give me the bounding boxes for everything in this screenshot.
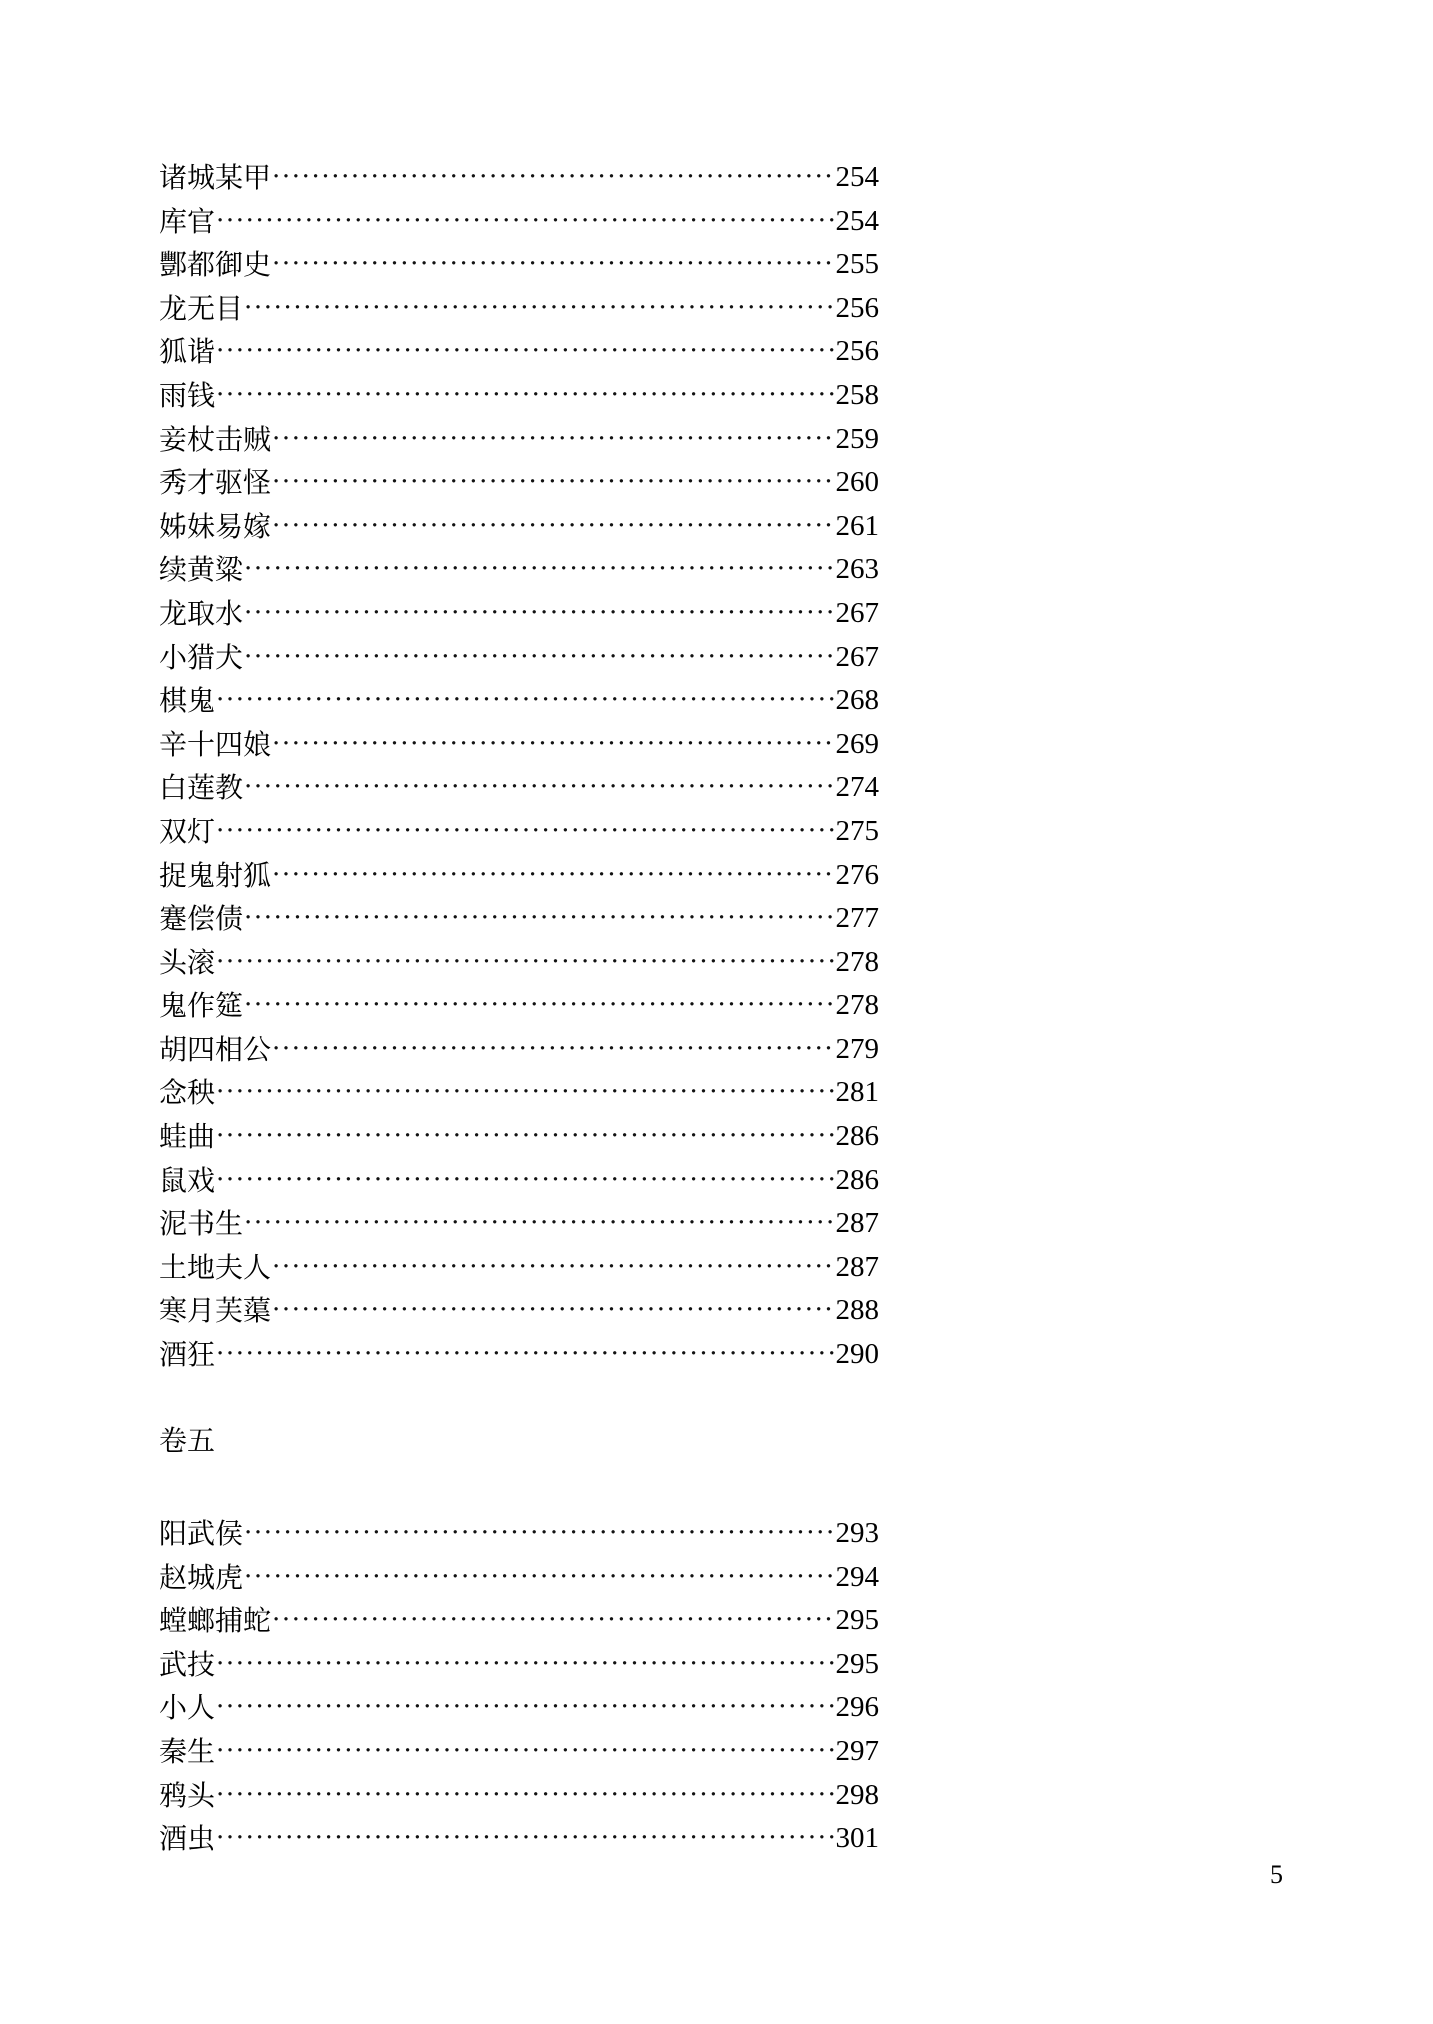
toc-entry <box>159 1202 879 1246</box>
toc-dot-leader <box>216 1730 834 1774</box>
toc-entry <box>159 461 879 505</box>
toc-entry <box>159 418 879 462</box>
toc-entry-page: 294 <box>835 1560 879 1593</box>
toc-entry-page: 261 <box>835 509 879 542</box>
toc-entry <box>159 1599 879 1643</box>
toc-dot-leader <box>216 1159 834 1203</box>
toc-entry-title: 寒月芙蕖 <box>159 1294 272 1328</box>
toc-entry-title: 武技 <box>159 1647 216 1681</box>
toc-entry-page: 286 <box>835 1120 879 1153</box>
toc-dot-leader <box>216 330 834 374</box>
toc-dot-leader <box>272 723 834 767</box>
toc-entry <box>159 897 879 941</box>
toc-entry-page: 267 <box>835 640 879 673</box>
toc-entry-title: 小人 <box>159 1691 216 1725</box>
toc-dot-leader <box>216 1115 834 1159</box>
toc-entry <box>159 243 879 287</box>
toc-entry-title: 库官 <box>159 204 216 238</box>
toc-entry-title: 赵城虎 <box>159 1560 244 1594</box>
toc-entry-page: 277 <box>835 902 879 935</box>
toc-dot-leader <box>216 200 834 244</box>
toc-entry-title: 阳武侯 <box>159 1517 244 1550</box>
toc-dot-leader <box>272 854 834 898</box>
toc-entry-title: 狐谐 <box>159 335 216 369</box>
toc-dot-leader <box>216 679 834 723</box>
toc-entry <box>159 810 879 854</box>
toc-entry <box>159 766 879 810</box>
toc-entry-page: 293 <box>835 1517 879 1549</box>
toc-dot-leader <box>216 1333 834 1377</box>
toc-entry-title: 雨钱 <box>159 378 216 412</box>
toc-dot-leader <box>244 592 834 636</box>
toc-entry <box>159 941 879 985</box>
toc-entry-page: 288 <box>835 1294 879 1327</box>
toc-entry <box>159 1028 879 1072</box>
toc-dot-leader <box>216 1686 834 1730</box>
toc-entry-page: 256 <box>835 335 879 368</box>
toc-dot-leader <box>244 1556 834 1600</box>
toc-entry-title: 酆都御史 <box>159 248 272 282</box>
toc-dot-leader <box>216 1817 834 1861</box>
toc-entry-title: 念秧 <box>159 1076 216 1110</box>
toc-entry-title: 龙取水 <box>159 596 244 630</box>
toc-dot-leader <box>272 461 834 505</box>
toc-entry <box>159 679 879 723</box>
toc-dot-leader <box>216 941 834 985</box>
toc-entry-page: 268 <box>835 684 879 717</box>
toc-entry <box>159 1246 879 1290</box>
toc-entry <box>159 287 879 331</box>
toc-entry <box>159 636 879 680</box>
toc-entry <box>159 548 879 592</box>
toc-entry <box>159 592 879 636</box>
toc-dot-leader <box>244 1512 834 1556</box>
toc-entry-title: 鼠戏 <box>159 1163 216 1197</box>
toc-entry <box>159 854 879 898</box>
toc-dot-leader <box>272 156 834 200</box>
toc-entry-title: 龙无目 <box>159 291 244 325</box>
toc-dot-leader <box>272 1599 834 1643</box>
toc-entry-title: 妾杖击贼 <box>159 422 272 456</box>
toc-entry-title: 蹇偿债 <box>159 902 244 936</box>
toc-entry-page: 267 <box>835 596 879 629</box>
toc-entry <box>159 330 879 374</box>
toc-entry-title: 秀才驱怪 <box>159 466 272 500</box>
toc-dot-leader <box>216 810 834 854</box>
toc-entry <box>159 1289 879 1333</box>
toc-entry-page: 296 <box>835 1691 879 1724</box>
toc-entry-page: 260 <box>835 466 879 499</box>
toc-entry-page: 275 <box>835 814 879 847</box>
toc-entry-title: 辛十四娘 <box>159 727 272 761</box>
toc-dot-leader <box>244 636 834 680</box>
toc-entry-page: 263 <box>835 553 879 586</box>
toc-entry-page: 290 <box>835 1338 879 1371</box>
toc-entry <box>159 1333 879 1377</box>
toc-entry-page: 278 <box>835 989 879 1022</box>
toc-list <box>159 156 879 1377</box>
toc-entry-page: 287 <box>835 1250 879 1283</box>
toc-entry <box>159 374 879 418</box>
toc-entry <box>159 1159 879 1203</box>
toc-dot-leader <box>272 505 834 549</box>
toc-entry-page: 281 <box>835 1076 879 1109</box>
page-number: 5 <box>1270 1860 1283 1889</box>
toc-entry-page: 258 <box>835 378 879 411</box>
toc-entry <box>159 1556 879 1600</box>
toc-entry <box>159 1686 879 1730</box>
toc-entry-page: 278 <box>835 945 879 978</box>
toc-dot-leader <box>244 287 834 331</box>
toc-dot-leader <box>244 984 834 1028</box>
toc-entry-page: 259 <box>835 422 879 455</box>
toc-dot-leader <box>216 1643 834 1687</box>
toc-entry <box>159 1817 879 1861</box>
toc-entry <box>159 505 879 549</box>
toc-entry-title: 头滚 <box>159 945 216 979</box>
toc-entry-title: 鸦头 <box>159 1778 216 1812</box>
toc-entry-page: 279 <box>835 1032 879 1065</box>
toc-entry <box>159 984 879 1028</box>
toc-dot-leader <box>272 1028 834 1072</box>
toc-entry <box>159 200 879 244</box>
toc-entry-title: 小猎犬 <box>159 640 244 674</box>
toc-entry-page: 255 <box>835 248 879 281</box>
toc-dot-leader <box>216 374 834 418</box>
toc-entry-page: 295 <box>835 1647 879 1680</box>
toc-dot-leader <box>244 766 834 810</box>
toc-dot-leader <box>216 1071 834 1115</box>
toc-entry <box>159 1643 879 1687</box>
toc-entry-title: 螳螂捕蛇 <box>159 1604 272 1638</box>
toc-entry-page: 301 <box>835 1822 879 1855</box>
toc-entry-page: 295 <box>835 1604 879 1637</box>
toc-dot-leader <box>244 897 834 941</box>
toc-dot-leader <box>244 1202 834 1246</box>
toc-entry-page: 254 <box>835 161 879 193</box>
toc-entry-title: 诸城某甲 <box>159 161 272 194</box>
toc-dot-leader <box>272 1289 834 1333</box>
toc-entry-title: 泥书生 <box>159 1207 244 1241</box>
toc-entry-title: 秦生 <box>159 1734 216 1768</box>
toc-entry-page: 269 <box>835 727 879 760</box>
toc-dot-leader <box>272 243 834 287</box>
toc-entry-title: 酒虫 <box>159 1822 216 1856</box>
toc-entry-title: 蛙曲 <box>159 1120 216 1154</box>
toc-entry-page: 274 <box>835 771 879 804</box>
toc-entry-title: 酒狂 <box>159 1338 216 1372</box>
toc-entry-title: 棋鬼 <box>159 684 216 718</box>
toc-entry-title: 土地夫人 <box>159 1250 272 1284</box>
toc-entry-title: 胡四相公 <box>159 1032 272 1066</box>
toc-entry-page: 298 <box>835 1778 879 1811</box>
toc-entry <box>159 1071 879 1115</box>
toc-entry-title: 续黄粱 <box>159 553 244 587</box>
toc-entry <box>159 1115 879 1159</box>
toc-entry-title: 捉鬼射狐 <box>159 858 272 892</box>
toc-entry <box>159 1730 879 1774</box>
toc-entry-title: 白莲教 <box>159 771 244 805</box>
toc-entry-title: 姊妹易嫁 <box>159 509 272 543</box>
toc-entry-page: 276 <box>835 858 879 891</box>
toc-dot-leader <box>272 418 834 462</box>
toc-dot-leader <box>272 1246 834 1290</box>
toc-entry <box>159 1512 879 1556</box>
toc-entry <box>159 156 879 200</box>
toc-entry-title: 双灯 <box>159 814 216 848</box>
toc-entry-page: 297 <box>835 1734 879 1767</box>
toc-list-volume-5 <box>159 1512 879 1861</box>
toc-entry-page: 254 <box>835 204 879 237</box>
toc-entry-page: 256 <box>835 291 879 324</box>
toc-entry <box>159 1774 879 1818</box>
toc-entry-title: 鬼作筵 <box>159 989 244 1023</box>
toc-entry <box>159 723 879 767</box>
toc-dot-leader <box>244 548 834 592</box>
section-heading: 卷五 <box>159 1424 216 1457</box>
toc-dot-leader <box>216 1774 834 1818</box>
toc-entry-page: 286 <box>835 1163 879 1196</box>
toc-entry-page: 287 <box>835 1207 879 1240</box>
